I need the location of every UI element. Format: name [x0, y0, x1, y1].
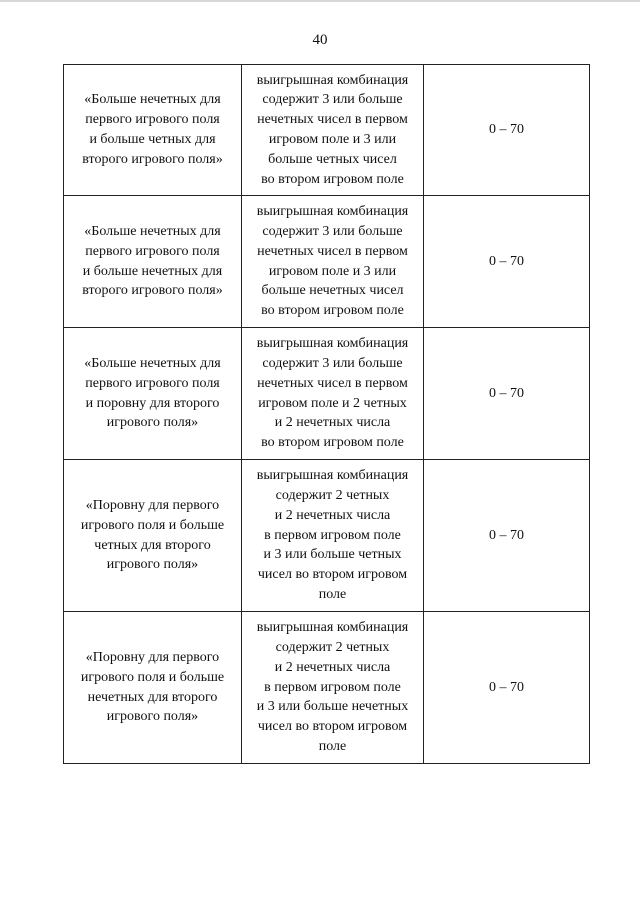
bet-types-table	[63, 64, 590, 764]
coefficient-cell: 0 – 70	[424, 65, 590, 196]
coefficient-cell: 0 – 70	[424, 460, 590, 612]
table-row	[64, 196, 590, 328]
bet-condition-cell: выигрышная комбинация содержит 2 четных и 2 нечетных числа в первом игровом поле и 3 или больше нечетных чисел во втором игровом поле	[242, 612, 424, 764]
table-row	[64, 460, 590, 612]
page-number: 40	[312, 32, 328, 48]
bet-condition-cell: выигрышная комбинация содержит 3 или больше нечетных чисел в первом игровом поле и 2 четных и 2 нечетных числа во втором игровом поле	[242, 328, 424, 460]
table-row	[64, 612, 590, 764]
page-top-edge	[0, 0, 640, 2]
bet-name-cell: «Поровну для первого игрового поля и больше четных для второго игрового поля»	[64, 460, 242, 612]
coefficient-cell: 0 – 70	[424, 612, 590, 764]
bet-name-cell: «Больше нечетных для первого игрового поля и больше нечетных для второго игрового поля»	[64, 196, 242, 328]
table-row	[64, 328, 590, 460]
coefficient-cell: 0 – 70	[424, 196, 590, 328]
bet-condition-cell: выигрышная комбинация содержит 3 или больше нечетных чисел в первом игровом поле и 3 или больше четных чисел во втором игровом поле	[242, 65, 424, 196]
bet-name-cell: «Больше нечетных для первого игрового поля и поровну для второго игрового поля»	[64, 328, 242, 460]
bet-condition-cell: выигрышная комбинация содержит 3 или больше нечетных чисел в первом игровом поле и 3 или больше нечетных чисел во втором игровом поле	[242, 196, 424, 328]
bet-condition-cell: выигрышная комбинация содержит 2 четных и 2 нечетных числа в первом игровом поле и 3 или больше четных чисел во втором игровом поле	[242, 460, 424, 612]
coefficient-cell: 0 – 70	[424, 328, 590, 460]
bet-name-cell: «Поровну для первого игрового поля и больше нечетных для второго игрового поля»	[64, 612, 242, 764]
table-row	[64, 65, 590, 196]
bet-name-cell: «Больше нечетных для первого игрового поля и больше четных для второго игрового поля»	[64, 65, 242, 196]
